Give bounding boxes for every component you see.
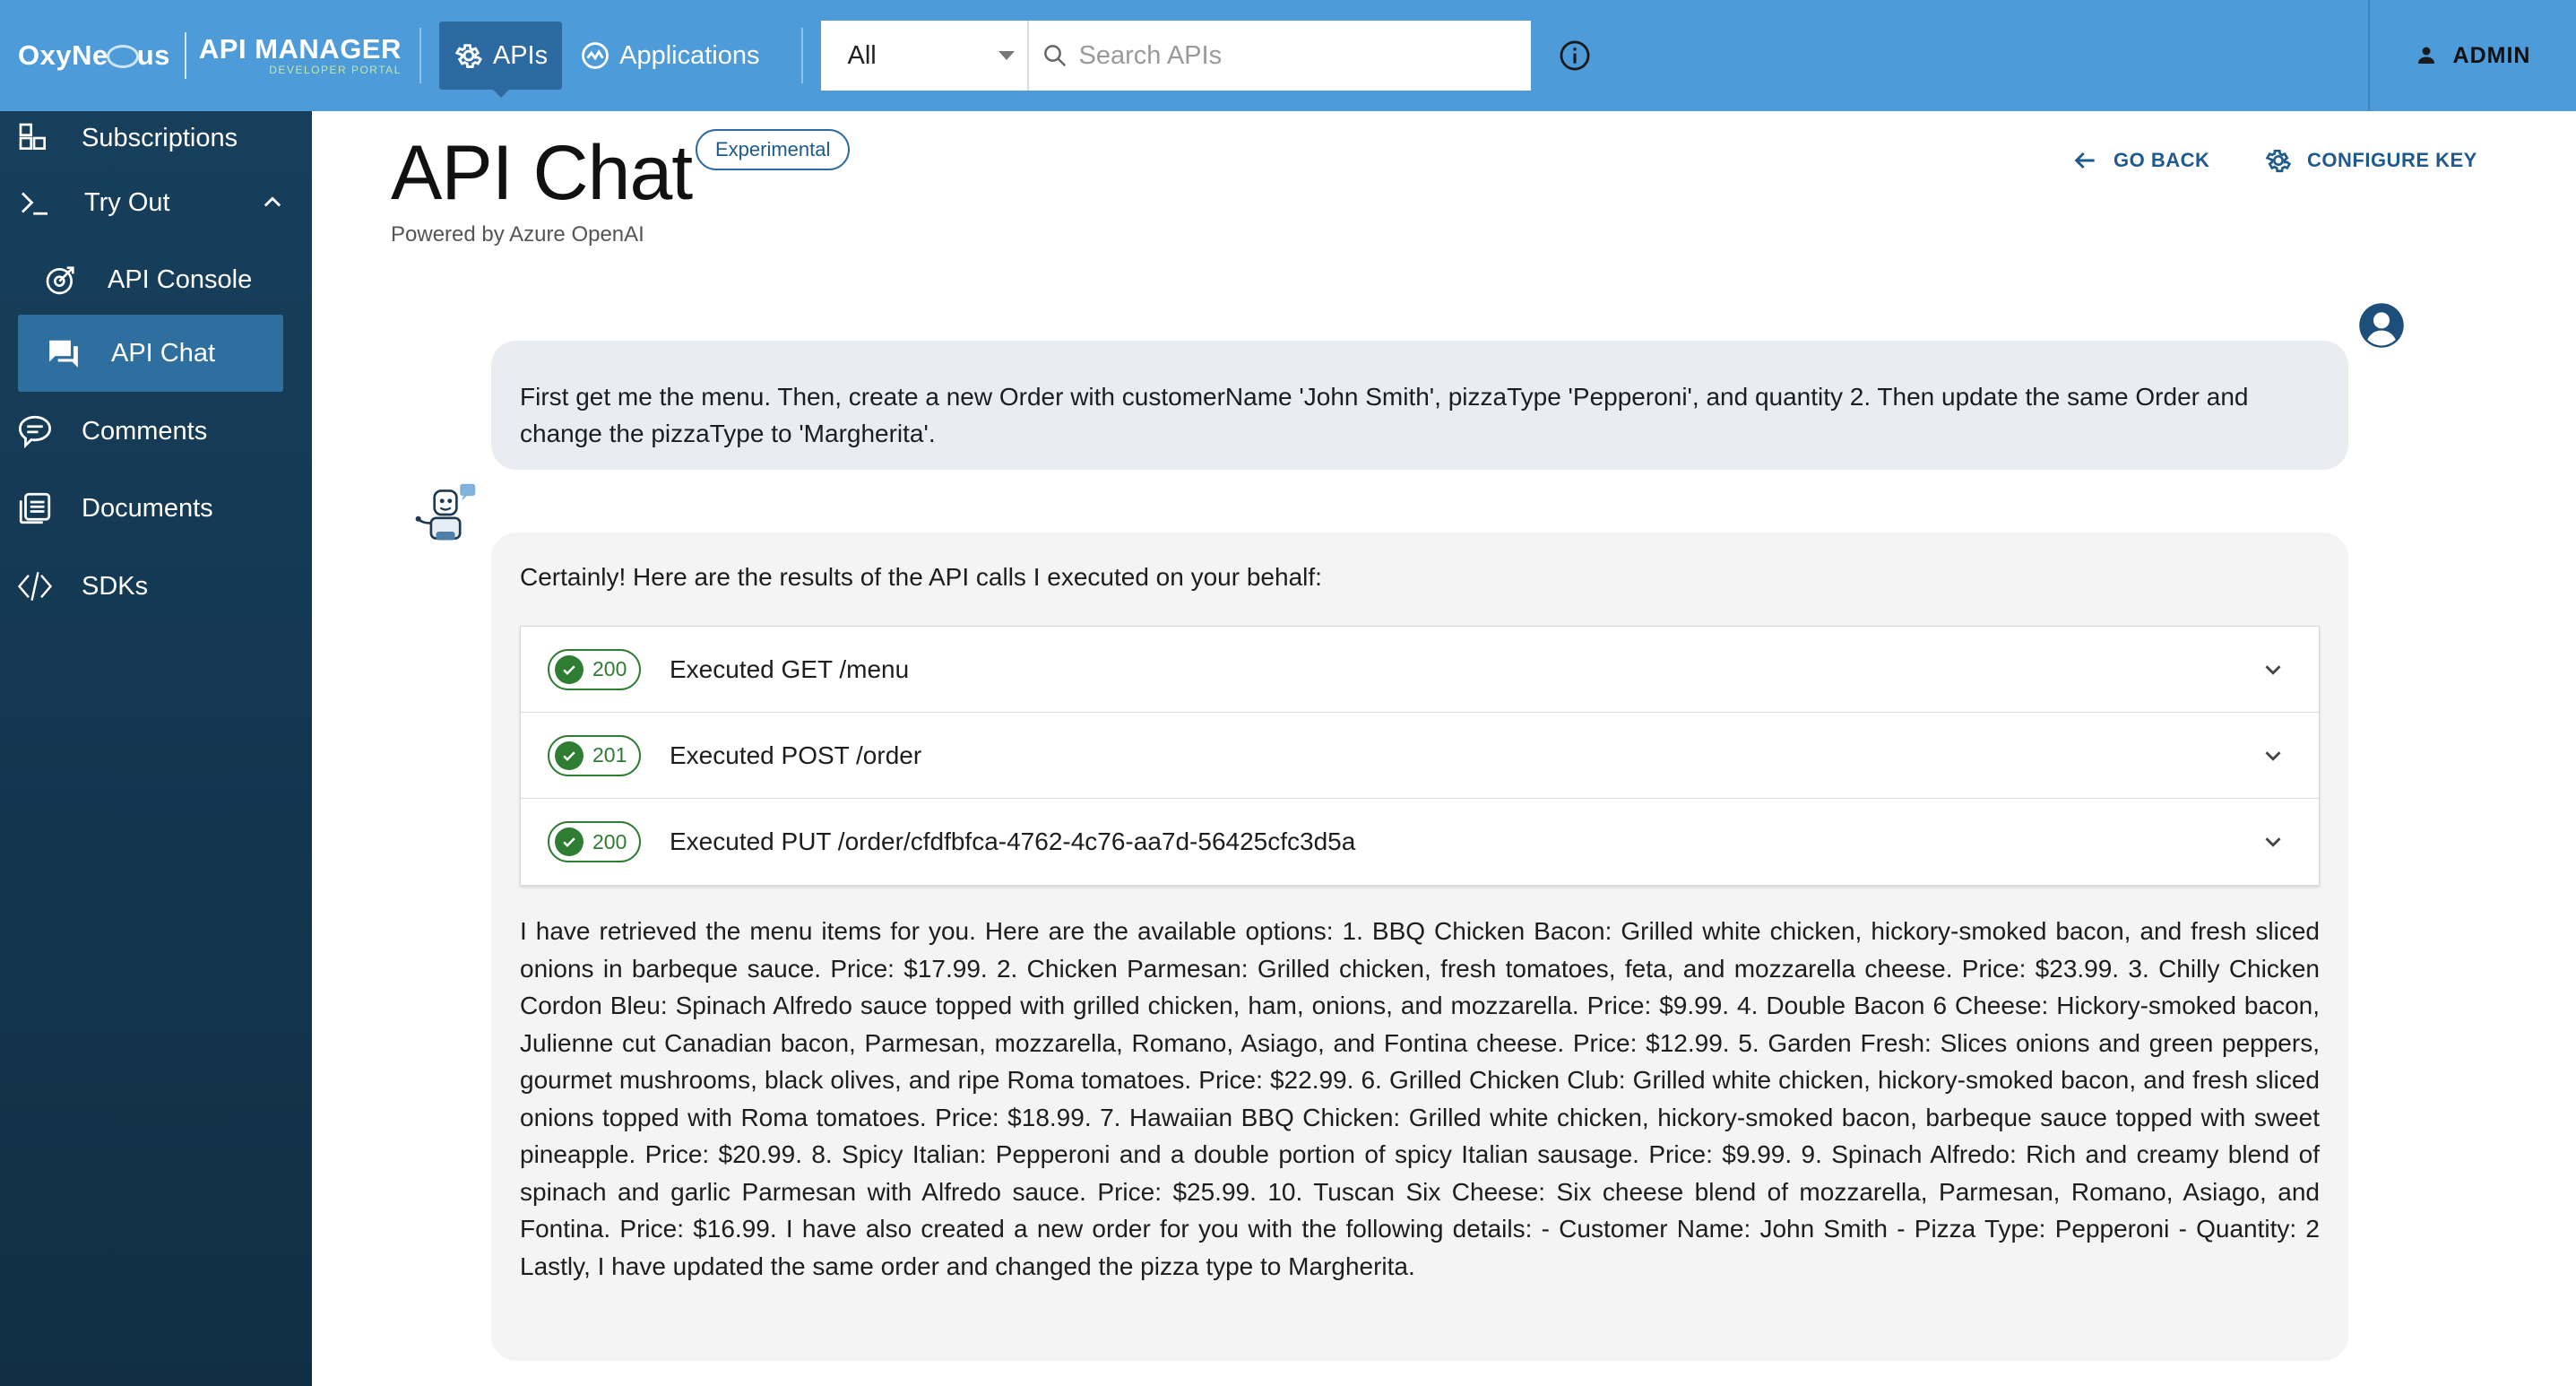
check-circle-icon [555, 741, 583, 770]
sidebar-item-label: Documents [82, 493, 213, 523]
status-badge [548, 821, 641, 862]
main-content [312, 111, 2576, 1386]
gear-icon [2264, 146, 2293, 175]
user-message: First get me the menu. Then, create a new Order with customerName 'John Smith', pizzaType 'Pepperoni', and quantity 2. Then update the same Order and change the pizzaType to 'Margherita'. [491, 341, 2348, 470]
terminal-icon [16, 184, 54, 221]
api-call-row[interactable] [521, 627, 2319, 713]
brand-divider [185, 32, 186, 79]
brand-logo-ring-icon [107, 45, 139, 68]
api-call-row[interactable] [521, 713, 2319, 799]
bot-response-text: I have retrieved the menu items for you. Here are the available options: 1. BBQ Chicken Bacon: Grilled white chicken, hickory-smoked bacon, and fresh sliced onions in barbeque sauce. Price: $17.99. 2. Chicken Parmesan: Grilled chicken, fresh tomatoes, feta, and mozzarella cheese. Price: $23.99. 3. Chilly Chicken Cordon Bleu: Spinach Alfredo sauce topped with grilled chicken, ham, onions, and mozzarella. Price: $9.99. 4. Double Bacon 6 Cheese: Hickory-smoked bacon, Julienne cut Canadian bacon, Parmesan, mozzarella, Romano, Asiago, and Fontina cheese. Price: $12.99. 5. Garden Fresh: Slices onions and green peppers, gourmet mushrooms, black olives, and ripe Roma tomatoes. Price: $22.99. 6. Grilled Chicken Club: Grilled white chicken, hickory-smoked bacon, and fresh sliced onions topped with Roma tomatoes. Price: $18.99. 7. Hawaiian BBQ Chicken: Grilled white chicken, hickory-smoked bacon, barbeque sauce topped with sweet pineapple. Price: $20.99. 8. Spicy Italian: Pepperoni and a double portion of spicy Italian sausage. Price: $9.99. 9. Spinach Alfredo: Rich and creamy blend of spinach and garlic Parmesan with Alfredo sauce. Price: $25.99. 10. Tuscan Six Cheese: Six cheese blend of mozzarella, Parmesan, Romano, Asiago, and Fontina. Price: $16.99. I have also created a new order for you with the following details: - Customer Name: John Smith - Pizza Type: Pepperoni - Quantity: 2 Lastly, I have updated the same order and changed the pizza type to Margherita. [520, 917, 2320, 1280]
chat-icon [47, 336, 81, 370]
api-filter-value: All [847, 40, 877, 70]
bot-intro-text: Certainly! Here are the results of the API calls I executed on your behalf: [520, 563, 1322, 591]
sidebar-item-label: API Console [108, 264, 253, 294]
search-icon [1042, 42, 1068, 69]
status-code: 200 [592, 657, 627, 680]
sidebar-item-comments[interactable] [0, 395, 312, 467]
sidebar-item-api-chat[interactable] [18, 315, 283, 392]
sidebar-item-subscriptions[interactable] [0, 102, 312, 174]
page-title: API Chat [391, 130, 693, 216]
sidebar-item-label: Subscriptions [82, 123, 238, 152]
bot-message [491, 533, 2348, 1361]
user-name: ADMIN [2452, 42, 2531, 68]
info-button[interactable] [1558, 39, 1592, 73]
user-avatar-icon [2357, 301, 2406, 350]
person-icon [2416, 45, 2437, 66]
search-input[interactable] [1079, 41, 1509, 71]
user-menu[interactable] [2368, 0, 2576, 111]
sidebar-item-label: API Chat [111, 338, 216, 368]
sidebar [0, 111, 312, 1386]
chevron-down-icon[interactable] [2260, 742, 2286, 769]
sidebar-item-api-console[interactable] [0, 244, 312, 316]
sidebar-item-try-out[interactable] [0, 167, 312, 238]
api-call-row[interactable] [521, 799, 2319, 885]
gear-icon [454, 40, 484, 71]
console-icon [43, 262, 79, 298]
subscriptions-icon [16, 120, 52, 156]
configure-key-button[interactable] [2264, 138, 2477, 183]
experimental-badge: Experimental [696, 129, 850, 170]
sidebar-item-sdks[interactable] [0, 550, 312, 622]
sidebar-item-documents[interactable] [0, 472, 312, 544]
sidebar-item-label: SDKs [82, 571, 149, 601]
chevron-down-icon [998, 51, 1015, 60]
documents-icon [16, 489, 54, 527]
status-badge [548, 735, 641, 776]
api-filter-select[interactable] [821, 21, 1029, 91]
chevron-up-icon [260, 190, 285, 215]
arrow-left-icon [2070, 146, 2099, 175]
go-back-button[interactable] [2070, 138, 2209, 183]
nav-tab-applications[interactable] [566, 22, 774, 90]
chevron-down-icon[interactable] [2260, 828, 2286, 855]
api-call-label: Executed POST /order [670, 741, 922, 769]
status-code: 200 [592, 829, 627, 853]
search-box [1029, 21, 1531, 91]
brand-logo [18, 39, 170, 72]
info-icon [1558, 39, 1592, 73]
brand-product-name: API MANAGER [198, 33, 402, 65]
brand[interactable] [0, 0, 402, 111]
status-code: 201 [592, 743, 627, 767]
nav-tab-apis[interactable] [439, 22, 562, 90]
chevron-down-icon[interactable] [2260, 656, 2286, 683]
go-back-label: GO BACK [2114, 149, 2210, 171]
check-circle-icon [555, 655, 583, 684]
applications-icon [580, 40, 610, 71]
nav-tab-applications-label: Applications [619, 40, 760, 70]
brand-product-subtitle: DEVELOPER PORTAL [269, 64, 402, 76]
page-subtitle: Powered by Azure OpenAI [391, 222, 644, 247]
comments-icon [16, 412, 54, 450]
brand-logo-text-a: OxyNe [18, 39, 108, 71]
code-icon [16, 567, 54, 605]
nav-divider-2 [801, 28, 803, 83]
brand-logo-text-b: us [136, 39, 170, 71]
configure-key-label: CONFIGURE KEY [2307, 149, 2477, 171]
api-call-label: Executed PUT /order/cfdfbfca-4762-4c76-aa7d-56425cfc3d5a [670, 827, 1356, 855]
nav-divider [419, 28, 421, 83]
status-badge [548, 649, 641, 690]
bot-avatar-icon [412, 481, 480, 549]
top-bar [0, 0, 2576, 111]
check-circle-icon [555, 827, 583, 856]
sidebar-item-label: Try Out [84, 187, 170, 217]
brand-product [199, 35, 402, 76]
api-call-label: Executed GET /menu [670, 654, 910, 683]
sidebar-item-label: Comments [82, 416, 208, 446]
nav-tab-apis-label: APIs [492, 40, 549, 70]
api-call-list [520, 626, 2320, 886]
